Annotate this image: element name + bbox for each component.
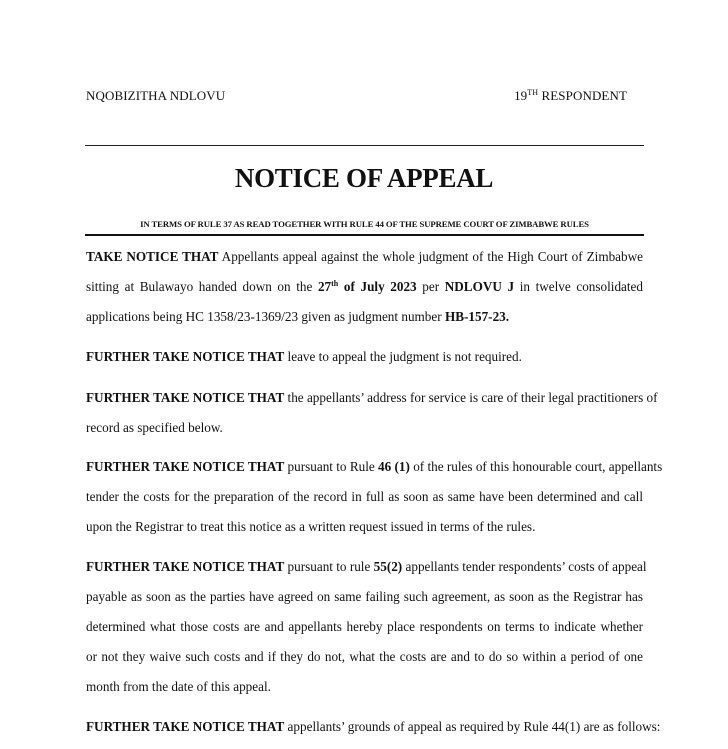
paragraph-text: appellants’ grounds of appeal as required by Rule 44(1) are as follows: bbox=[284, 719, 661, 734]
paragraph-record-costs bbox=[86, 458, 663, 548]
paragraph-line bbox=[86, 248, 643, 278]
paragraph-text: of the rules of this honourable court, appellants bbox=[409, 459, 663, 474]
paragraph-line bbox=[86, 278, 643, 308]
paragraph-grounds-of-appeal bbox=[86, 718, 661, 748]
notice-lead: FURTHER TAKE NOTICE THAT bbox=[86, 459, 285, 474]
party-role-number: 19 bbox=[514, 88, 528, 103]
paragraph-text: in twelve consolidated bbox=[514, 279, 643, 294]
rule-reference: 46 (1) bbox=[378, 459, 410, 474]
paragraph-text: the appellants’ address for service is care of their legal practitioners of bbox=[284, 390, 658, 405]
party-role-suffix: TH bbox=[527, 88, 539, 97]
paragraph-appeal-costs bbox=[86, 558, 647, 708]
paragraph-line: month from the date of this appeal. bbox=[86, 679, 271, 694]
paragraph-text: pursuant to Rule bbox=[284, 459, 379, 474]
paragraph-text: leave to appeal the judgment is not required. bbox=[284, 349, 522, 364]
date-rest: of July 2023 bbox=[338, 279, 417, 294]
paragraph-line: record as specified below. bbox=[86, 420, 223, 435]
notice-lead: FURTHER TAKE NOTICE THAT bbox=[86, 349, 285, 364]
rule-reference: 55(2) bbox=[373, 559, 403, 574]
paragraph-line bbox=[86, 389, 658, 419]
judgment-date bbox=[318, 279, 417, 294]
party-name: NQOBIZITHA NDLOVU bbox=[86, 88, 226, 103]
paragraph-address-for-service bbox=[86, 389, 658, 449]
judgment-number: HB-157-23. bbox=[444, 309, 510, 324]
paragraph-text: pursuant to rule bbox=[284, 559, 374, 574]
paragraph-text: appellants tender respondents’ costs of appeal bbox=[402, 559, 647, 574]
paragraph-line: or not they waive such costs and if they do not, what the costs are and to do so within a period of one bbox=[86, 649, 643, 664]
judge-name: NDLOVU J bbox=[444, 279, 515, 294]
notice-lead: FURTHER TAKE NOTICE THAT bbox=[86, 559, 285, 574]
date-suffix: th bbox=[331, 279, 339, 288]
party-role-label: RESPONDENT bbox=[538, 88, 627, 103]
paragraph-line bbox=[86, 458, 663, 488]
paragraph-text: applications being HC 1358/23-1369/23 given as judgment number bbox=[86, 309, 445, 324]
date-day: 27 bbox=[317, 279, 332, 294]
party-row bbox=[86, 88, 627, 106]
paragraph-line bbox=[86, 348, 643, 378]
separator-line bbox=[85, 145, 644, 146]
paragraph-line: tender the costs for the preparation of the record in full as soon as same have been determined and call bbox=[86, 489, 643, 504]
party-role bbox=[514, 88, 627, 104]
paragraph-line: determined what those costs are and appellants hereby place respondents on terms to indicate whether bbox=[86, 619, 643, 634]
paragraph-line: payable as soon as the parties have agreed on same failing such agreement, as soon as the Registrar has bbox=[86, 589, 643, 604]
paragraph-line bbox=[86, 308, 643, 338]
paragraph-line: upon the Registrar to treat this notice as a written request issued in terms of the rules. bbox=[86, 519, 536, 534]
notice-lead: FURTHER TAKE NOTICE THAT bbox=[86, 719, 285, 734]
paragraph-text: per bbox=[416, 279, 445, 294]
notice-lead: FURTHER TAKE NOTICE THAT bbox=[86, 390, 285, 405]
paragraph-text: Appellants appeal against the whole judgment of the High Court of Zimbabwe bbox=[218, 249, 644, 264]
document-title: NOTICE OF APPEAL bbox=[234, 163, 494, 193]
paragraph-take-notice bbox=[86, 248, 643, 338]
notice-lead: TAKE NOTICE THAT bbox=[86, 249, 219, 264]
paragraph-line bbox=[86, 718, 661, 748]
document-subtitle: IN TERMS OF RULE 37 AS READ TOGETHER WITH RULE 44 OF THE SUPREME COURT OF ZIMBABWE RULES bbox=[140, 219, 589, 229]
paragraph-leave-to-appeal bbox=[86, 348, 643, 378]
paragraph-text: sitting at Bulawayo handed down on the bbox=[86, 279, 318, 294]
paragraph-line bbox=[86, 558, 647, 588]
subtitle-underline bbox=[85, 234, 644, 236]
